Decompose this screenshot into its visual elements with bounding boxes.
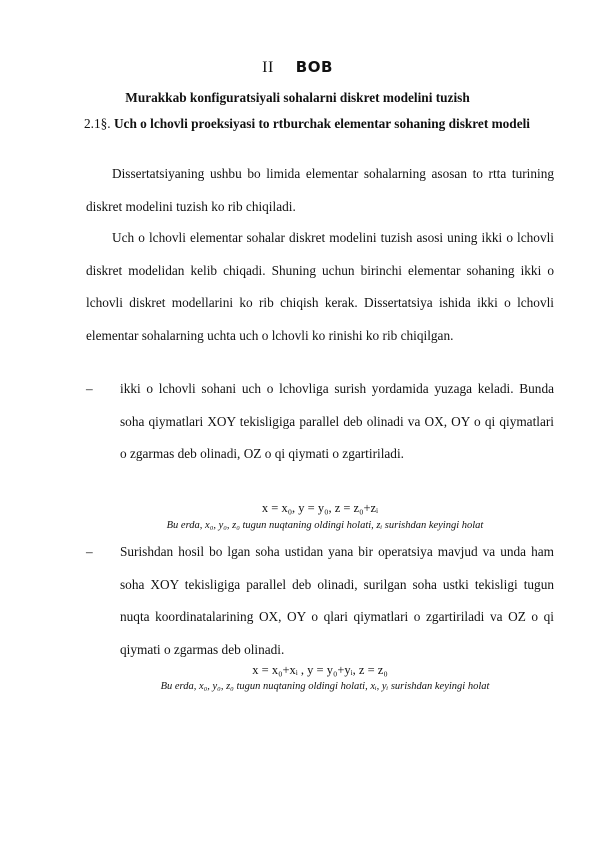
chapter-number: II — [262, 59, 274, 76]
paragraph-intro: Dissertatsiyaning ushbu bo limida elementar sohalarning asosan to rtta turining diskret modelini tuzish ko rib chiqiladi. — [86, 166, 554, 214]
formula-note: Bu erda, x₀, y₀, z₀ tugun nuqtaning oldingi holati, zᵢ surishdan keyingi holat — [166, 520, 484, 531]
list-marker: – — [86, 544, 93, 559]
formula-note: Bu erda, x₀, y₀, z₀ tugun nuqtaning oldingi holati, xᵢ, yᵢ surishdan keyingi holat — [160, 681, 490, 692]
formula: x = x₀, y = y₀, z = z₀+zᵢ — [261, 501, 379, 515]
list-item-text: Surishdan hosil bo lgan soha ustidan yana bir operatsiya mavjud va unda ham soha XOY tekisligiga parallel deb olinadi, surilgan soha ustki tekisligi tugun nuqta koordinatalarining OX, OY o qlari qiymatlari o zgartiriladi va OZ o qi qiymati o zgarmas deb olinadi. — [120, 544, 554, 657]
list-marker: – — [86, 381, 93, 396]
chapter-subtitle: Murakkab konfiguratsiyali sohalarni diskret modelini tuzish — [125, 90, 470, 105]
list-item-text: ikki o lchovli sohani uch o lchovliga surish yordamida yuzaga keladi. Bunda soha qiymatlari XOY tekisligiga parallel deb olinadi va OX, OY o qi qiymatlari o zgarmas deb olinadi, OZ o qi qiymati o zgartiriladi. — [120, 381, 554, 461]
section-heading — [82, 113, 532, 134]
chapter-title: BOB — [295, 58, 333, 76]
chapter-heading — [0, 58, 595, 77]
section-number: 2.1§. — [84, 116, 111, 131]
list-item — [86, 373, 554, 471]
list-item — [86, 536, 554, 666]
paragraph-basis: Uch o lchovli elementar sohalar diskret modelini tuzish asosi uning ikki o lchovli diskret modelidan kelib chiqadi. Shuning uchun birinchi elementar sohaning ikki o lchovli diskret modellarini ko rib chiqish kerak. Dissertatsiya ishida ikki o lchovli elementar sohalarning uchta uch o lchovli ko rinishi ko rib chiqilgan. — [86, 230, 554, 343]
formula: x = x₀+xᵢ , y = y₀+yᵢ, z = z₀ — [252, 663, 388, 677]
section-title: Uch o lchovli proeksiyasi to rtburchak elementar sohaning diskret modeli — [113, 116, 530, 131]
